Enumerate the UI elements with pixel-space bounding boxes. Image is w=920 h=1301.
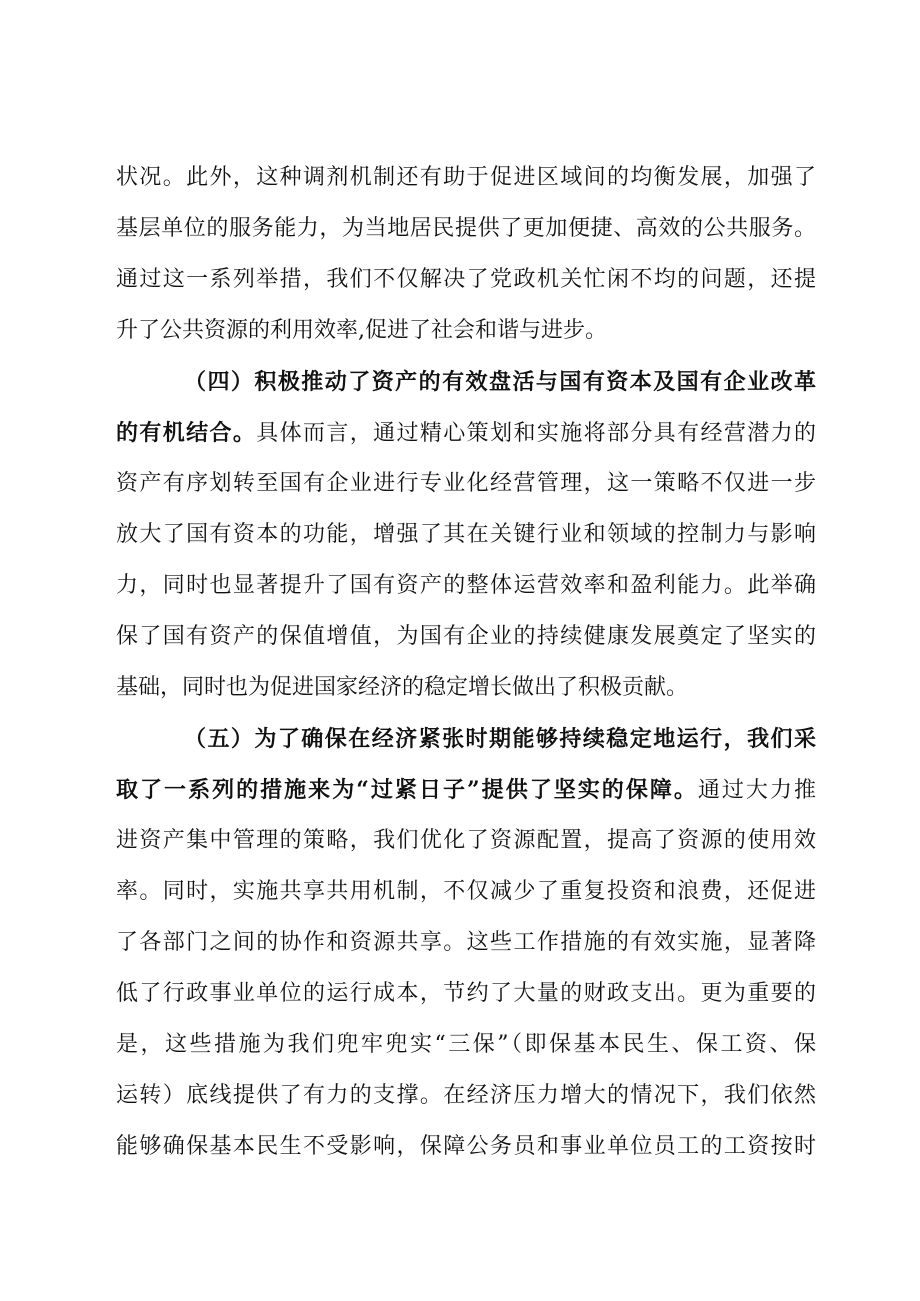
paragraph-3-line-1	[184, 719, 816, 759]
paragraph-2-line-6	[116, 617, 816, 657]
paragraph-2-line-4-text: 放大了国有资本的功能，增强了其在关键行业和领域的控制力与影响	[116, 522, 816, 547]
paragraph-1-line-3-text: 通过这一系列举措，我们不仅解决了党政机关忙闲不均的问题，还提	[116, 267, 816, 292]
paragraph-2-line-7	[116, 668, 816, 708]
paragraph-3-line-2-text: 通过大力推	[697, 778, 816, 803]
paragraph-3-line-6	[116, 974, 816, 1014]
paragraph-2-line-5	[116, 566, 816, 606]
paragraph-3-line-8	[116, 1076, 816, 1116]
paragraph-3-line-5-text: 了各部门之间的协作和资源共享。这些工作措施的有效实施，显著降	[116, 930, 816, 955]
paragraph-3-line-9-text: 能够确保基本民生不受影响，保障公务员和事业单位员工的工资按时	[116, 1134, 816, 1159]
paragraph-2-line-4	[116, 515, 816, 555]
paragraph-2-heading-end: 的有机结合。	[116, 420, 257, 446]
paragraph-2-line-2-text: 具体而言，通过精心策划和实施将部分具有经营潜力的	[256, 421, 816, 446]
paragraph-3-line-7-text: 是，这些措施为我们兜牢兜实“三保”（即保基本民生、保工资、保	[116, 1032, 816, 1057]
paragraph-2-line-6-text: 保了国有资产的保值增值，为国有企业的持续健康发展奠定了坚实的	[116, 624, 816, 649]
paragraph-3-line-4-text: 率。同时，实施共享共用机制，不仅减少了重复投资和浪费，还促进	[116, 879, 816, 904]
paragraph-3-line-5	[116, 923, 816, 963]
paragraph-3-heading-end: 取了一系列的措施来为“过紧日子”提供了坚实的保障。	[116, 777, 698, 803]
paragraph-3-line-2	[116, 770, 816, 810]
paragraph-1-line-4-text: 升了公共资源的利用效率,促进了社会和谐与进步。	[116, 318, 607, 343]
paragraph-2-line-2	[116, 413, 816, 453]
paragraph-2-line-3-text: 资产有序划转至国有企业进行专业化经营管理，这一策略不仅进一步	[116, 471, 816, 496]
paragraph-1-line-2	[116, 209, 816, 249]
paragraph-2-line-1	[184, 362, 816, 402]
paragraph-1-line-4	[116, 311, 816, 351]
paragraph-1-line-3	[116, 260, 816, 300]
paragraph-3-line-3-text: 进资产集中管理的策略，我们优化了资源配置，提高了资源的使用效	[116, 828, 816, 853]
paragraph-2-heading: （四）积极推动了资产的有效盘活与国有资本及国有企业改革	[184, 369, 816, 395]
paragraph-1-line-1	[116, 158, 816, 198]
paragraph-3-line-3	[116, 821, 816, 861]
paragraph-1-line-1-text: 状况。此外，这种调剂机制还有助于促进区域间的均衡发展，加强了	[116, 165, 816, 190]
paragraph-1-line-2-text: 基层单位的服务能力，为当地居民提供了更加便捷、高效的公共服务。	[116, 216, 816, 241]
paragraph-2-line-7-text: 基础，同时也为促进国家经济的稳定增长做出了积极贡献。	[116, 675, 689, 700]
paragraph-2-line-3	[116, 464, 816, 504]
paragraph-3-line-7	[116, 1025, 816, 1065]
paragraph-3-line-4	[116, 872, 816, 912]
paragraph-3-heading: （五）为了确保在经济紧张时期能够持续稳定地运行，我们采	[184, 726, 816, 752]
paragraph-2-line-5-text: 力，同时也显著提升了国有资产的整体运营效率和盈利能力。此举确	[116, 573, 816, 598]
paragraph-3-line-6-text: 低了行政事业单位的运行成本，节约了大量的财政支出。更为重要的	[116, 981, 816, 1006]
paragraph-3-line-8-text: 运转）底线提供了有力的支撑。在经济压力增大的情况下，我们依然	[116, 1083, 816, 1108]
paragraph-3-line-9	[116, 1127, 816, 1167]
